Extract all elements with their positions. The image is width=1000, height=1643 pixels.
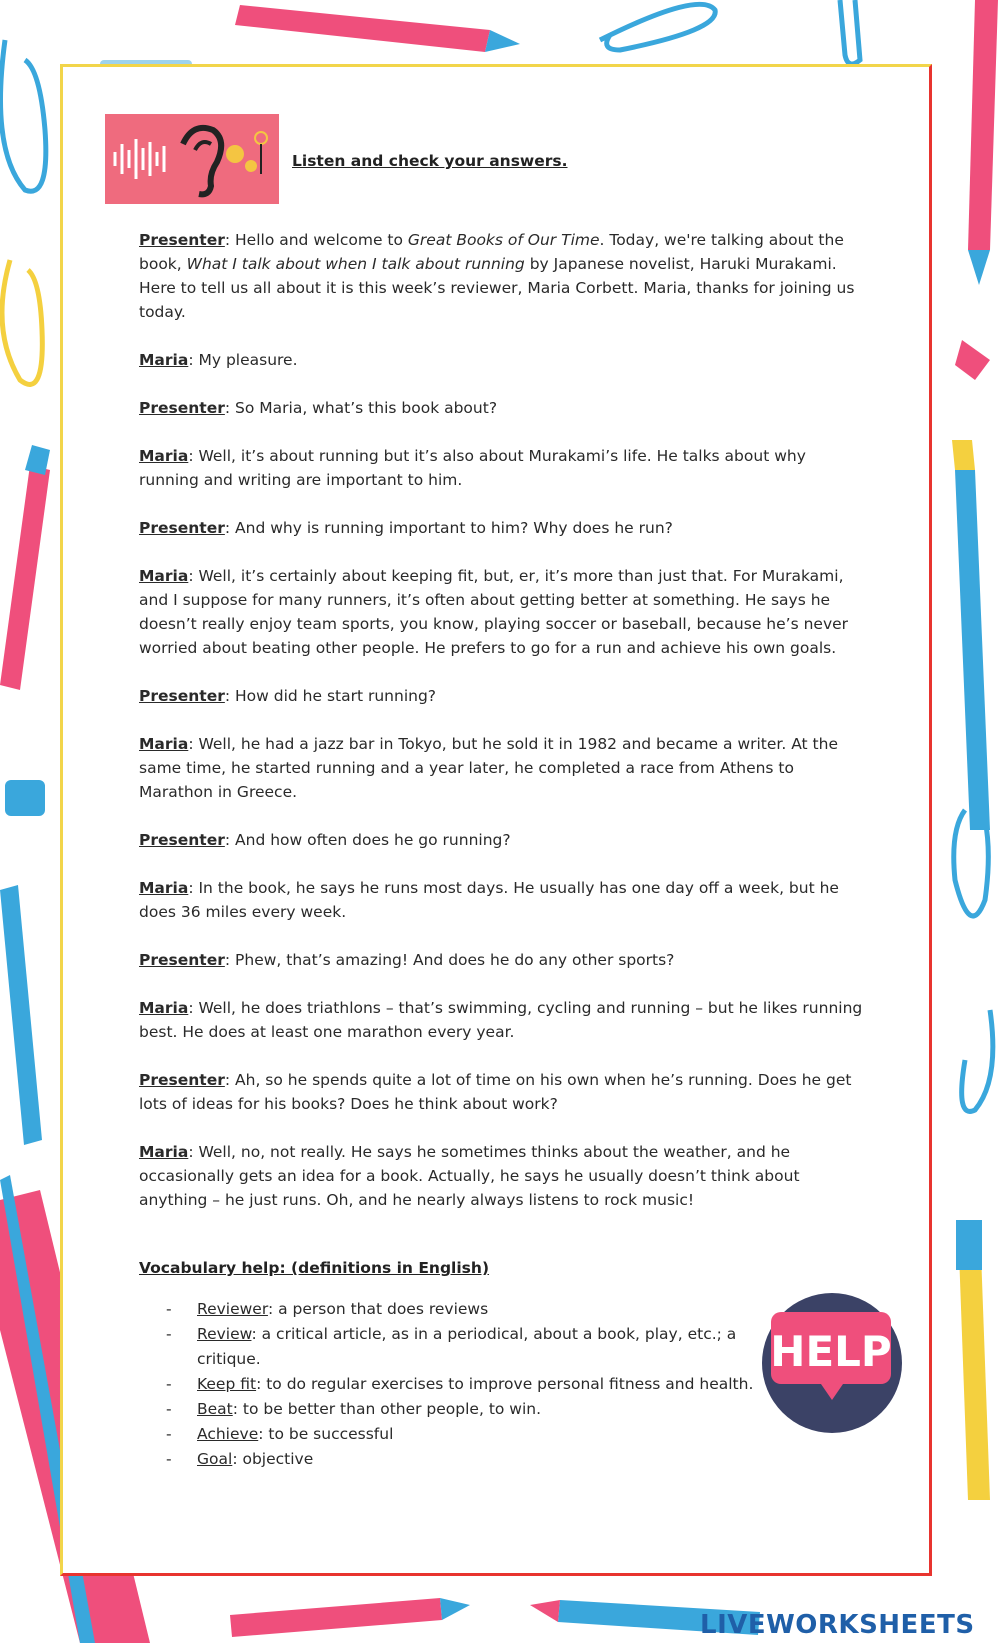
speaker-name: Presenter [139, 687, 225, 705]
dialogue-line [139, 828, 867, 852]
dialogue-text: Well, it’s certainly about keeping fit, but, er, it’s more than just that. For Murakami, and I suppose for many runners, it’s often about getting better at something. He says he doesn’t really enjoy team sports, you know, playing soccer or baseball, because he’s never worried about beating other people. He prefers to go for a run and achieve his own goals. [139, 567, 849, 657]
speaker-colon: : [224, 831, 231, 849]
dialogue-transcript [139, 228, 867, 1236]
dialogue-line [139, 996, 867, 1044]
speaker-colon: : [188, 447, 194, 465]
help-badge [759, 1290, 905, 1436]
pencil-decoration [955, 470, 990, 830]
list-dash: - [166, 1400, 172, 1418]
dialogue-line [139, 876, 867, 924]
dialogue-line [139, 684, 867, 708]
pencil-decoration [968, 0, 998, 250]
speaker-name: Presenter [139, 951, 225, 969]
dialogue-line [139, 732, 867, 804]
dialogue-text: And how often does he go running? [230, 831, 511, 849]
vocabulary-term: Keep fit [197, 1375, 257, 1393]
vocabulary-term: Goal [197, 1450, 233, 1468]
logo-text: LIVEWORKSHEETS [700, 1610, 975, 1640]
speaker-name: Maria [139, 447, 189, 465]
pencil-decoration [0, 465, 50, 690]
speaker-name: Maria [139, 351, 189, 369]
dialogue-text: Well, he does triathlons – that’s swimming, cycling and running – but he likes running best. He does at least one marathon every year. [139, 999, 863, 1041]
dialogue-text: Well, it’s about running but it’s also about Murakami’s life. He talks about why running and writing are important to him. [139, 447, 806, 489]
paperclip-decoration [2, 260, 42, 384]
speaker-colon: : [188, 1143, 194, 1161]
dialogue-line [139, 564, 867, 660]
speaker-name: Maria [139, 1143, 189, 1161]
vocabulary-term: Beat [197, 1400, 233, 1418]
dialogue-line [139, 1140, 867, 1212]
speaker-colon: : [224, 951, 231, 969]
list-dash: - [166, 1450, 172, 1468]
speaker-colon: : [188, 567, 194, 585]
speaker-colon: : [224, 231, 231, 249]
vocabulary-item [166, 1447, 766, 1472]
list-dash: - [166, 1375, 172, 1393]
pencil-cap-decoration [956, 1220, 982, 1270]
dialogue-text: Ah, so he spends quite a lot of time on his own when he’s running. Does he get lots of ideas for his books? Does he think about work? [139, 1071, 852, 1113]
paperclip-decoration [962, 1010, 993, 1111]
dialogue-line [139, 516, 867, 540]
pencil-decoration [230, 1598, 442, 1637]
book-title-text: What I talk about when I talk about running [186, 255, 525, 273]
pencil-tip-decoration [530, 1600, 560, 1622]
paperclip-decoration [955, 340, 990, 380]
vocabulary-term: Reviewer [197, 1300, 268, 1318]
speaker-colon: : [188, 879, 194, 897]
vocabulary-definition: : to be better than other people, to win. [232, 1400, 542, 1418]
paperclip-decoration [840, 0, 860, 64]
speaker-name: Presenter [139, 231, 225, 249]
vocabulary-definition: : objective [232, 1450, 314, 1468]
vocabulary-item [166, 1322, 766, 1372]
vocabulary-definition: : to do regular exercises to improve personal fitness and health. [256, 1375, 754, 1393]
dialogue-line [139, 396, 867, 420]
speaker-name: Maria [139, 999, 189, 1017]
pencil-tip-decoration [968, 250, 990, 285]
help-text: HELP [770, 1327, 892, 1376]
vocabulary-definition: : a critical article, as in a periodical, about a book, play, etc.; a critique. [197, 1325, 737, 1368]
dialogue-line [139, 1068, 867, 1116]
dialogue-text: Phew, that’s amazing! And does he do any other sports? [230, 951, 675, 969]
speaker-name: Maria [139, 879, 189, 897]
vocabulary-item [166, 1372, 766, 1397]
dialogue-line [139, 228, 867, 324]
vocabulary-item [166, 1422, 766, 1447]
vocabulary-definition: : a person that does reviews [267, 1300, 489, 1318]
vocabulary-definition: : to be successful [258, 1425, 394, 1443]
liveworksheets-logo [700, 1610, 975, 1640]
speaker-name: Maria [139, 567, 189, 585]
dialogue-text: Hello and welcome to [230, 231, 408, 249]
vocabulary-item [166, 1297, 766, 1322]
speaker-name: Maria [139, 735, 189, 753]
dialogue-text: My pleasure. [193, 351, 298, 369]
speaker-colon: : [224, 1071, 231, 1089]
vocabulary-list [166, 1297, 766, 1472]
listening-ear-image [105, 114, 279, 204]
pencil-tip-decoration [440, 1598, 470, 1620]
dialogue-text: So Maria, what’s this book about? [230, 399, 498, 417]
speaker-name: Presenter [139, 399, 225, 417]
speaker-colon: : [224, 399, 231, 417]
dialogue-line [139, 444, 867, 492]
instruction-heading: Listen and check your answers. [292, 152, 568, 170]
pencil-decoration [235, 5, 520, 52]
list-dash: - [166, 1425, 172, 1443]
speaker-colon: : [224, 519, 231, 537]
book-title-text: Great Books of Our Time [407, 231, 600, 249]
vocabulary-heading: Vocabulary help: (definitions in English) [139, 1259, 490, 1277]
dialogue-text: . Today, we're talking about the book, [139, 231, 844, 273]
speaker-colon: : [188, 999, 194, 1017]
speaker-colon: : [224, 687, 231, 705]
paperclip-decoration [1, 40, 46, 191]
vocabulary-term: Review [197, 1325, 252, 1343]
dialogue-text: In the book, he says he runs most days. He usually has one day off a week, but he does 36 miles every week. [139, 879, 839, 921]
speaker-colon: : [188, 351, 194, 369]
dialogue-text: Well, no, not really. He says he sometimes thinks about the weather, and he occasionally gets an idea for a book. Actually, he says he usually doesn’t think about anything – he just runs. Oh, and he nearly always listens to rock music! [139, 1143, 800, 1209]
dialogue-text: How did he start running? [230, 687, 437, 705]
speaker-colon: : [188, 735, 194, 753]
list-dash: - [166, 1325, 172, 1343]
pencil-tip-decoration [952, 440, 975, 470]
vocabulary-item [166, 1397, 766, 1422]
dialogue-line [139, 948, 867, 972]
dialogue-text: And why is running important to him? Why does he run? [230, 519, 673, 537]
paperclip-decoration [600, 4, 715, 50]
pencil-decoration [0, 885, 42, 1145]
speaker-name: Presenter [139, 1071, 225, 1089]
vocabulary-term: Achieve [197, 1425, 259, 1443]
speaker-name: Presenter [139, 519, 225, 537]
speaker-name: Presenter [139, 831, 225, 849]
list-dash: - [166, 1300, 172, 1318]
dialogue-line [139, 348, 867, 372]
binder-clip-decoration [5, 780, 45, 816]
dialogue-text: Well, he had a jazz bar in Tokyo, but he sold it in 1982 and became a writer. At the same time, he started running and a year later, he completed a race from Athens to Marathon in Greece. [139, 735, 838, 801]
dialogue-text: by Japanese novelist, Haruki Murakami. Here to tell us all about it is this week’s reviewer, Maria Corbett. Maria, thanks for joining us today. [139, 255, 855, 321]
